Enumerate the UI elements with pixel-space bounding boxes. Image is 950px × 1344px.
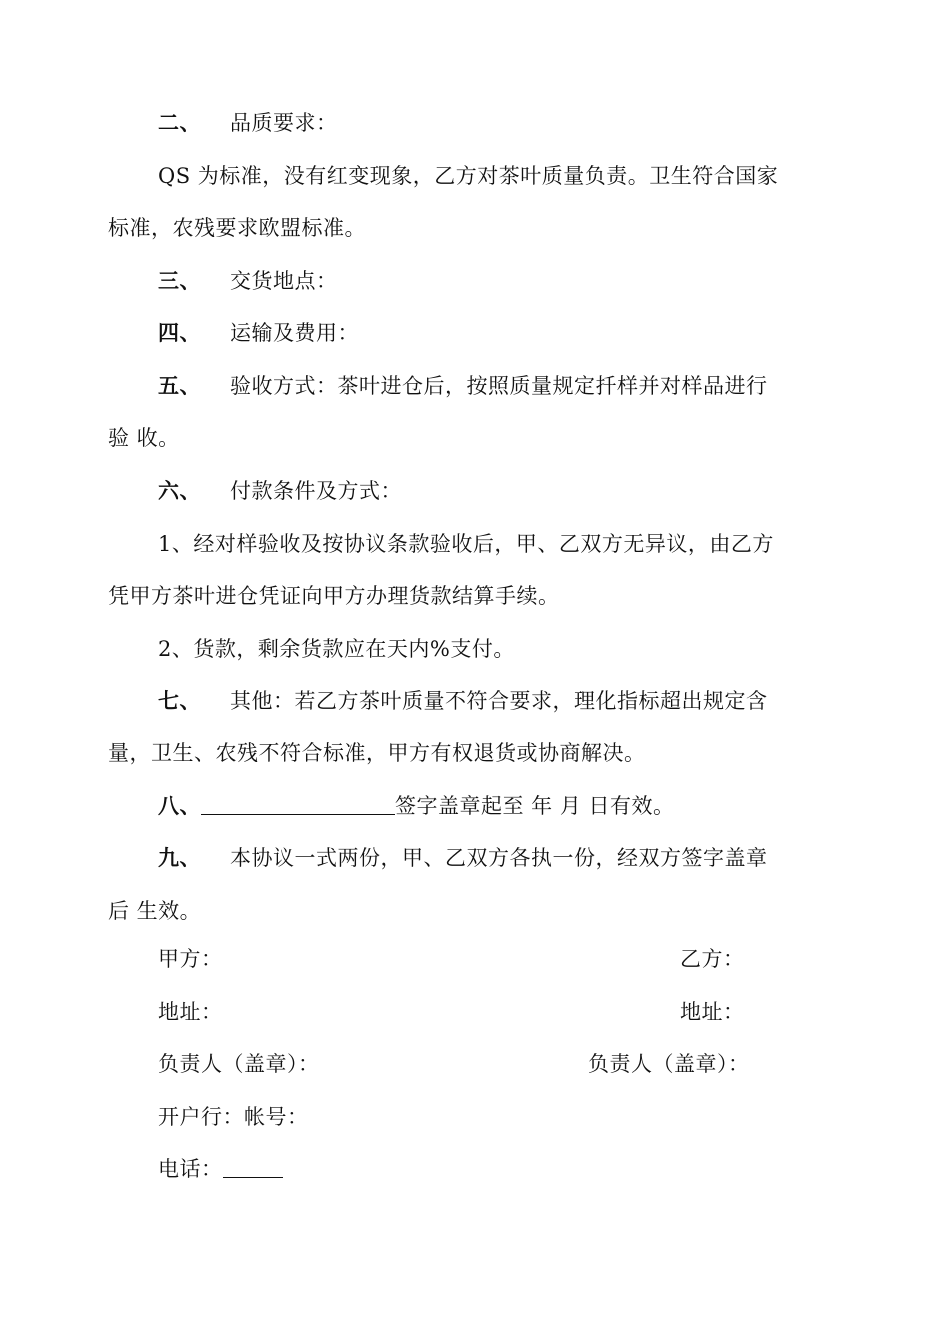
section-7-heading — [158, 686, 888, 716]
section-5-line-2: 验 收。 — [108, 426, 180, 450]
section-4-title: 运输及费用： — [230, 321, 359, 345]
section-8-line — [158, 791, 888, 821]
section-9-number: 九、 — [158, 845, 201, 870]
section-7-number: 七、 — [158, 688, 201, 713]
section-2-body-line-1: QS 为标准，没有红变现象，乙方对茶叶质量负责。卫生符合国家 — [158, 164, 779, 188]
section-6-title: 付款条件及方式： — [230, 479, 402, 503]
section-6-item-2: 2、货款，剩余货款应在天内%支付。 — [158, 637, 515, 661]
section-5-number: 五、 — [158, 373, 201, 398]
section-9-line-2: 后 生效。 — [108, 899, 202, 923]
representative-b-label: 负责人（盖章）： — [588, 1052, 750, 1076]
bank-account-label: 开户行：帐号： — [158, 1105, 309, 1129]
section-2-body-line-2: 标准，农残要求欧盟标准。 — [108, 216, 366, 240]
section-4-heading — [158, 318, 888, 348]
section-9-heading — [158, 843, 888, 873]
address-a-label: 地址： — [158, 1000, 223, 1024]
section-3-number: 三、 — [158, 268, 201, 293]
section-6-heading — [158, 476, 888, 506]
section-8-blank — [201, 792, 395, 815]
section-5-heading — [158, 371, 888, 401]
section-2-title: 品质要求： — [230, 111, 338, 135]
representative-a-label: 负责人（盖章）： — [158, 1052, 320, 1076]
section-3-heading — [158, 266, 888, 296]
phone-line — [158, 1154, 888, 1184]
section-8-text: 签字盖章起至 年 月 日有效。 — [395, 794, 675, 818]
party-a-label: 甲方： — [158, 947, 223, 971]
phone-label: 电话： — [158, 1157, 223, 1181]
section-4-number: 四、 — [158, 320, 201, 345]
section-2-heading — [158, 108, 888, 138]
section-5-line-1: 验收方式：茶叶进仓后，按照质量规定扦样并对样品进行 — [230, 374, 768, 398]
section-6-item-1-line-2: 凭甲方茶叶进仓凭证向甲方办理货款结算手续。 — [108, 584, 560, 608]
section-7-line-2: 量，卫生、农残不符合标准，甲方有权退货或协商解决。 — [108, 741, 646, 765]
section-9-line-1: 本协议一式两份，甲、乙双方各执一份，经双方签字盖章 — [230, 846, 768, 870]
party-b-label: 乙方： — [680, 947, 745, 971]
section-6-item-1-line-1: 1、经对样验收及按协议条款验收后，甲、乙双方无异议，由乙方 — [158, 532, 774, 556]
address-b-label: 地址： — [680, 1000, 745, 1024]
section-2-number: 二、 — [158, 110, 201, 135]
section-3-title: 交货地点： — [230, 269, 338, 293]
section-6-number: 六、 — [158, 478, 201, 503]
section-7-line-1: 其他：若乙方茶叶质量不符合要求，理化指标超出规定含 — [230, 689, 768, 713]
phone-blank — [223, 1155, 283, 1178]
section-8-number: 八、 — [158, 793, 201, 818]
